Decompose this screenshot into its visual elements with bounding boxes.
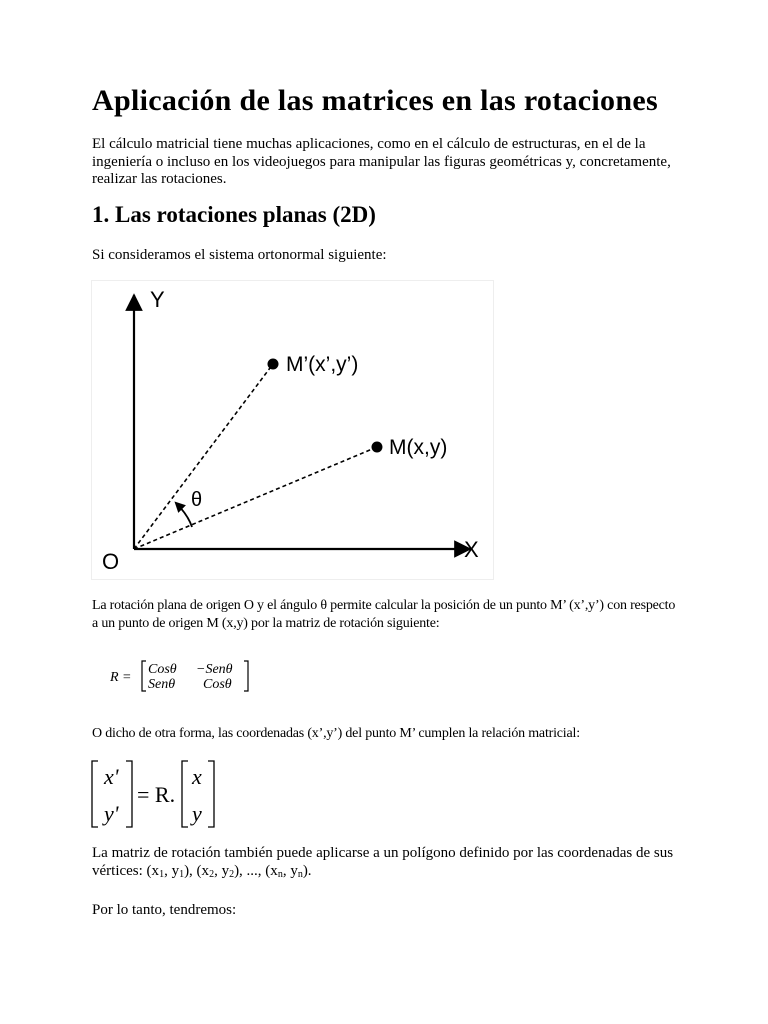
point-m-prime	[268, 359, 279, 370]
left-bracket	[142, 661, 146, 691]
right-bracket	[244, 661, 248, 691]
ray-to-m-prime	[134, 364, 273, 549]
rotation-paragraph: La rotación plana de origen O y el ángulo θ permite calcular la posición de un punto M’ (x’,y’) con respecto a un punto de origen M (x,y) por la matriz de rotación siguiente:	[92, 598, 676, 631]
theta-label: θ	[191, 489, 203, 511]
conclusion-paragraph: Por lo tanto, tendremos:	[92, 902, 237, 918]
matrix-a12: −Senθ	[196, 662, 233, 677]
system-intro-paragraph: Si consideramos el sistema ortonormal siguiente:	[92, 247, 387, 263]
left-vector-open-bracket	[92, 761, 98, 827]
x-axis-label: X	[464, 537, 479, 562]
matrix-lhs: R =	[110, 670, 132, 685]
subscript: 2	[209, 868, 215, 880]
polygon-text: La matriz de rotación también puede aplicarse a un polígono definido por las coordenadas de sus vértices: (x	[92, 845, 674, 879]
angle-arc	[176, 503, 192, 527]
x-var: x	[192, 764, 202, 789]
polygon-text: , y	[282, 862, 298, 879]
polygon-text: ).	[302, 862, 312, 879]
page-title: Aplicación de las matrices en las rotaciones	[92, 84, 658, 117]
ray-to-m	[134, 447, 377, 549]
matrix-a22: Cosθ	[203, 677, 232, 692]
polygon-paragraph	[92, 845, 682, 883]
matrix-a11: Cosθ	[148, 662, 177, 677]
intro-paragraph: El cálculo matricial tiene muchas aplicaciones, como en el cálculo de estructuras, en el de la ingeniería o incluso en los videojuegos para manipular las figuras geométricas y, concretamente, realizar las rotaciones.	[92, 136, 671, 187]
subscript: n	[277, 868, 283, 880]
rotation-matrix	[110, 657, 260, 702]
left-vector-close-bracket	[126, 761, 132, 827]
y-axis-label: Y	[150, 287, 165, 312]
subscript: 1	[179, 868, 185, 880]
polygon-text: , y	[164, 862, 180, 879]
subscript: 2	[229, 868, 235, 880]
polygon-text: , y	[214, 862, 230, 879]
matrix-a21: Senθ	[148, 677, 176, 692]
y-var: y	[192, 801, 202, 826]
origin-label: O	[102, 549, 120, 574]
x-prime: x'	[104, 764, 119, 789]
right-vector-open-bracket	[182, 761, 188, 827]
m-prime-label: M’(x’,y’)	[286, 353, 359, 376]
right-vector-close-bracket	[208, 761, 214, 827]
relation-equation	[90, 758, 225, 835]
polygon-text: ), ..., (x	[234, 862, 278, 879]
section-heading: 1. Las rotaciones planas (2D)	[92, 202, 376, 227]
polygon-text: ), (x	[184, 862, 210, 879]
point-m	[372, 442, 383, 453]
subscript: 1	[159, 868, 165, 880]
relation-paragraph: O dicho de otra forma, las coordenadas (x’,y’) del punto M’ cumplen la relación matricial:	[92, 726, 580, 741]
rotation-diagram	[91, 280, 494, 580]
m-label: M(x,y)	[389, 436, 448, 459]
y-prime: y'	[104, 801, 119, 826]
subscript: n	[297, 868, 303, 880]
equals-r: = R.	[137, 782, 176, 807]
